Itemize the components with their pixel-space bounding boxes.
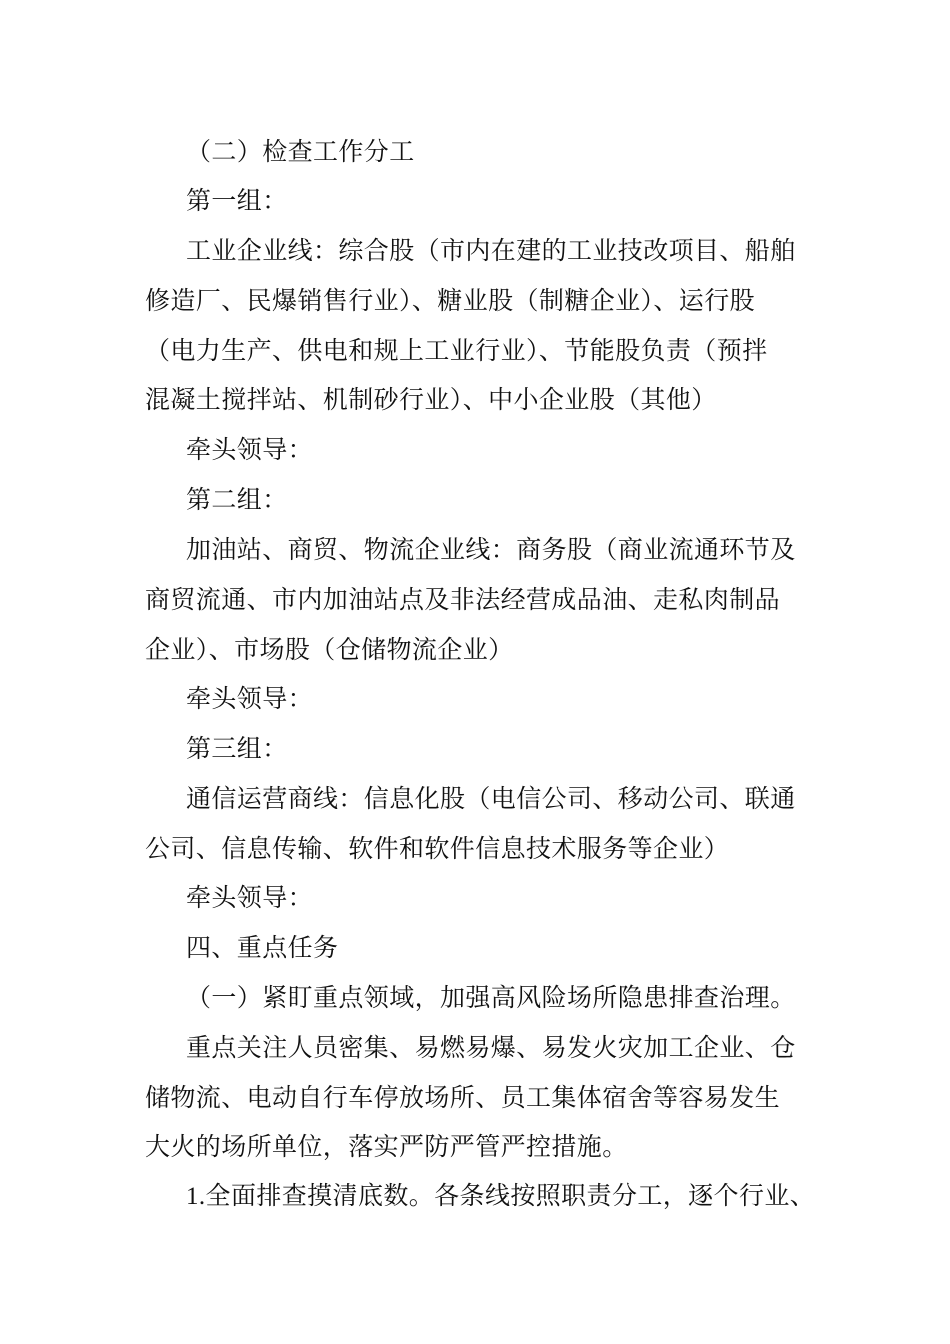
paragraph-line: 储物流、电动自行车停放场所、员工集体宿舍等容易发生: [145, 1083, 781, 1112]
paragraph-line: 公司、信息传输、软件和软件信息技术服务等企业）: [145, 834, 730, 863]
lead-leader-label: 牵头领导：: [186, 684, 314, 713]
paragraph-line: 大火的场所单位，落实严防严管严控措施。: [145, 1132, 628, 1161]
paragraph-line: 商贸流通、市内加油站点及非法经营成品油、走私肉制品: [145, 585, 781, 614]
section-heading-key-tasks: 四、重点任务: [186, 933, 339, 962]
paragraph-line: 企业）、市场股（仓储物流企业）: [145, 635, 514, 664]
paragraph-line: 混凝土搅拌站、机制砂行业）、中小企业股（其他）: [145, 385, 717, 414]
lead-leader-label: 牵头领导：: [186, 883, 314, 912]
lead-leader-label: 牵头领导：: [186, 435, 314, 464]
group-three-heading: 第三组：: [186, 734, 288, 763]
group-one-heading: 第一组：: [186, 186, 288, 215]
paragraph-line: 重点关注人员密集、易燃易爆、易发火灾加工企业、仓: [186, 1033, 796, 1062]
group-two-heading: 第二组：: [186, 485, 288, 514]
subsection-heading: （一）紧盯重点领域，加强高风险场所隐患排查治理。: [186, 983, 796, 1012]
paragraph-line: 通信运营商线：信息化股（电信公司、移动公司、联通: [186, 784, 796, 813]
paragraph-line: 工业企业线：综合股（市内在建的工业技改项目、船舶: [186, 236, 796, 265]
section-heading-inspection-division: （二）检查工作分工: [186, 137, 415, 166]
paragraph-line: （电力生产、供电和规上工业行业）、节能股负责（预拌: [145, 336, 768, 365]
paragraph-line: 加油站、商贸、物流企业线：商务股（商业流通环节及: [186, 535, 796, 564]
numbered-item-line: 1.全面排查摸清底数。各条线按照职责分工，逐个行业、: [186, 1183, 816, 1210]
paragraph-line: 修造厂、民爆销售行业）、糖业股（制糖企业）、运行股: [145, 286, 756, 315]
